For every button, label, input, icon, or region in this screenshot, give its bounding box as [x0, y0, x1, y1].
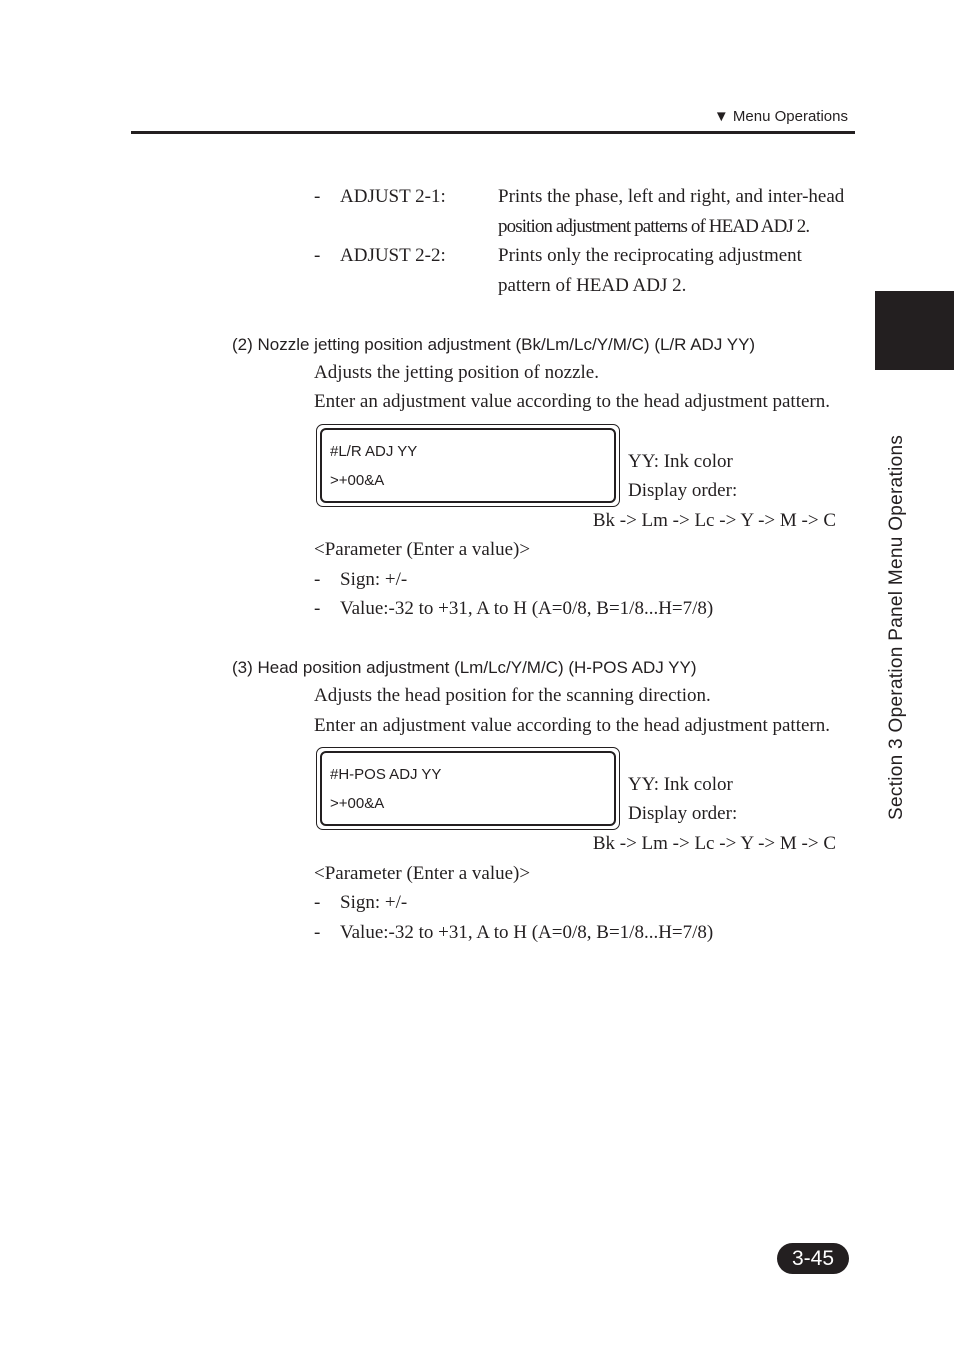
running-header	[714, 108, 848, 125]
list-dash: -	[314, 598, 321, 619]
display-order-sequence: Bk -> Lm -> Lc -> Y -> M -> C	[592, 833, 836, 854]
lcd-display	[316, 747, 620, 830]
section-description: Enter an adjustment value according to the head adjustment pattern.	[314, 391, 830, 412]
section-description: Adjusts the jetting position of nozzle.	[314, 362, 599, 383]
adjust-desc: Prints only the reciprocating adjustment	[498, 245, 802, 266]
list-dash: -	[314, 245, 321, 266]
list-dash: -	[314, 892, 321, 913]
parameter-sign: Sign: +/-	[340, 892, 408, 913]
lcd-display-frame	[320, 751, 616, 826]
lcd-line-2: >+00&A	[330, 795, 385, 812]
parameter-value: Value:-32 to +31, A to H (A=0/8, B=1/8...H=7/8)	[340, 598, 714, 619]
section-tab-block	[875, 291, 954, 370]
section-description: Enter an adjustment value according to the head adjustment pattern.	[314, 715, 830, 736]
section-description: Adjusts the head position for the scanning direction.	[314, 685, 711, 706]
list-dash: -	[314, 922, 321, 943]
lcd-line-2: >+00&A	[330, 472, 385, 489]
ink-color-note: YY: Ink color	[628, 451, 733, 472]
parameter-value: Value:-32 to +31, A to H (A=0/8, B=1/8...H=7/8)	[340, 922, 714, 943]
parameter-title: <Parameter (Enter a value)>	[314, 539, 531, 560]
adjust-label: ADJUST 2-1:	[340, 186, 446, 207]
list-dash: -	[314, 569, 321, 590]
lcd-display-frame	[320, 428, 616, 503]
section-heading: (2) Nozzle jetting position adjustment (Bk/Lm/Lc/Y/M/C) (L/R ADJ YY)	[232, 335, 756, 354]
section-side-label: Section 3 Operation Panel Menu Operations	[886, 434, 907, 820]
lcd-display	[316, 424, 620, 507]
lcd-line-1: #H-POS ADJ YY	[330, 766, 442, 783]
adjust-desc: pattern of HEAD ADJ 2.	[498, 275, 687, 296]
lcd-line-1: #L/R ADJ YY	[330, 443, 418, 460]
parameter-sign: Sign: +/-	[340, 569, 408, 590]
list-dash: -	[314, 186, 321, 207]
page-number: 3-45	[777, 1243, 849, 1274]
adjust-desc: Prints the phase, left and right, and inter-head	[498, 186, 845, 207]
triangle-down-icon: ▼	[713, 108, 729, 125]
adjust-label: ADJUST 2-2:	[340, 245, 446, 266]
ink-color-note: YY: Ink color	[628, 774, 733, 795]
display-order-label: Display order:	[628, 803, 738, 824]
header-rule	[131, 131, 855, 134]
parameter-title: <Parameter (Enter a value)>	[314, 863, 531, 884]
display-order-sequence: Bk -> Lm -> Lc -> Y -> M -> C	[592, 510, 836, 531]
adjust-desc: position adjustment patterns of HEAD ADJ 2.	[498, 216, 810, 237]
section-heading: (3) Head position adjustment (Lm/Lc/Y/M/C) (H-POS ADJ YY)	[232, 658, 697, 677]
header-title: Menu Operations	[732, 108, 848, 125]
display-order-label: Display order:	[628, 480, 738, 501]
